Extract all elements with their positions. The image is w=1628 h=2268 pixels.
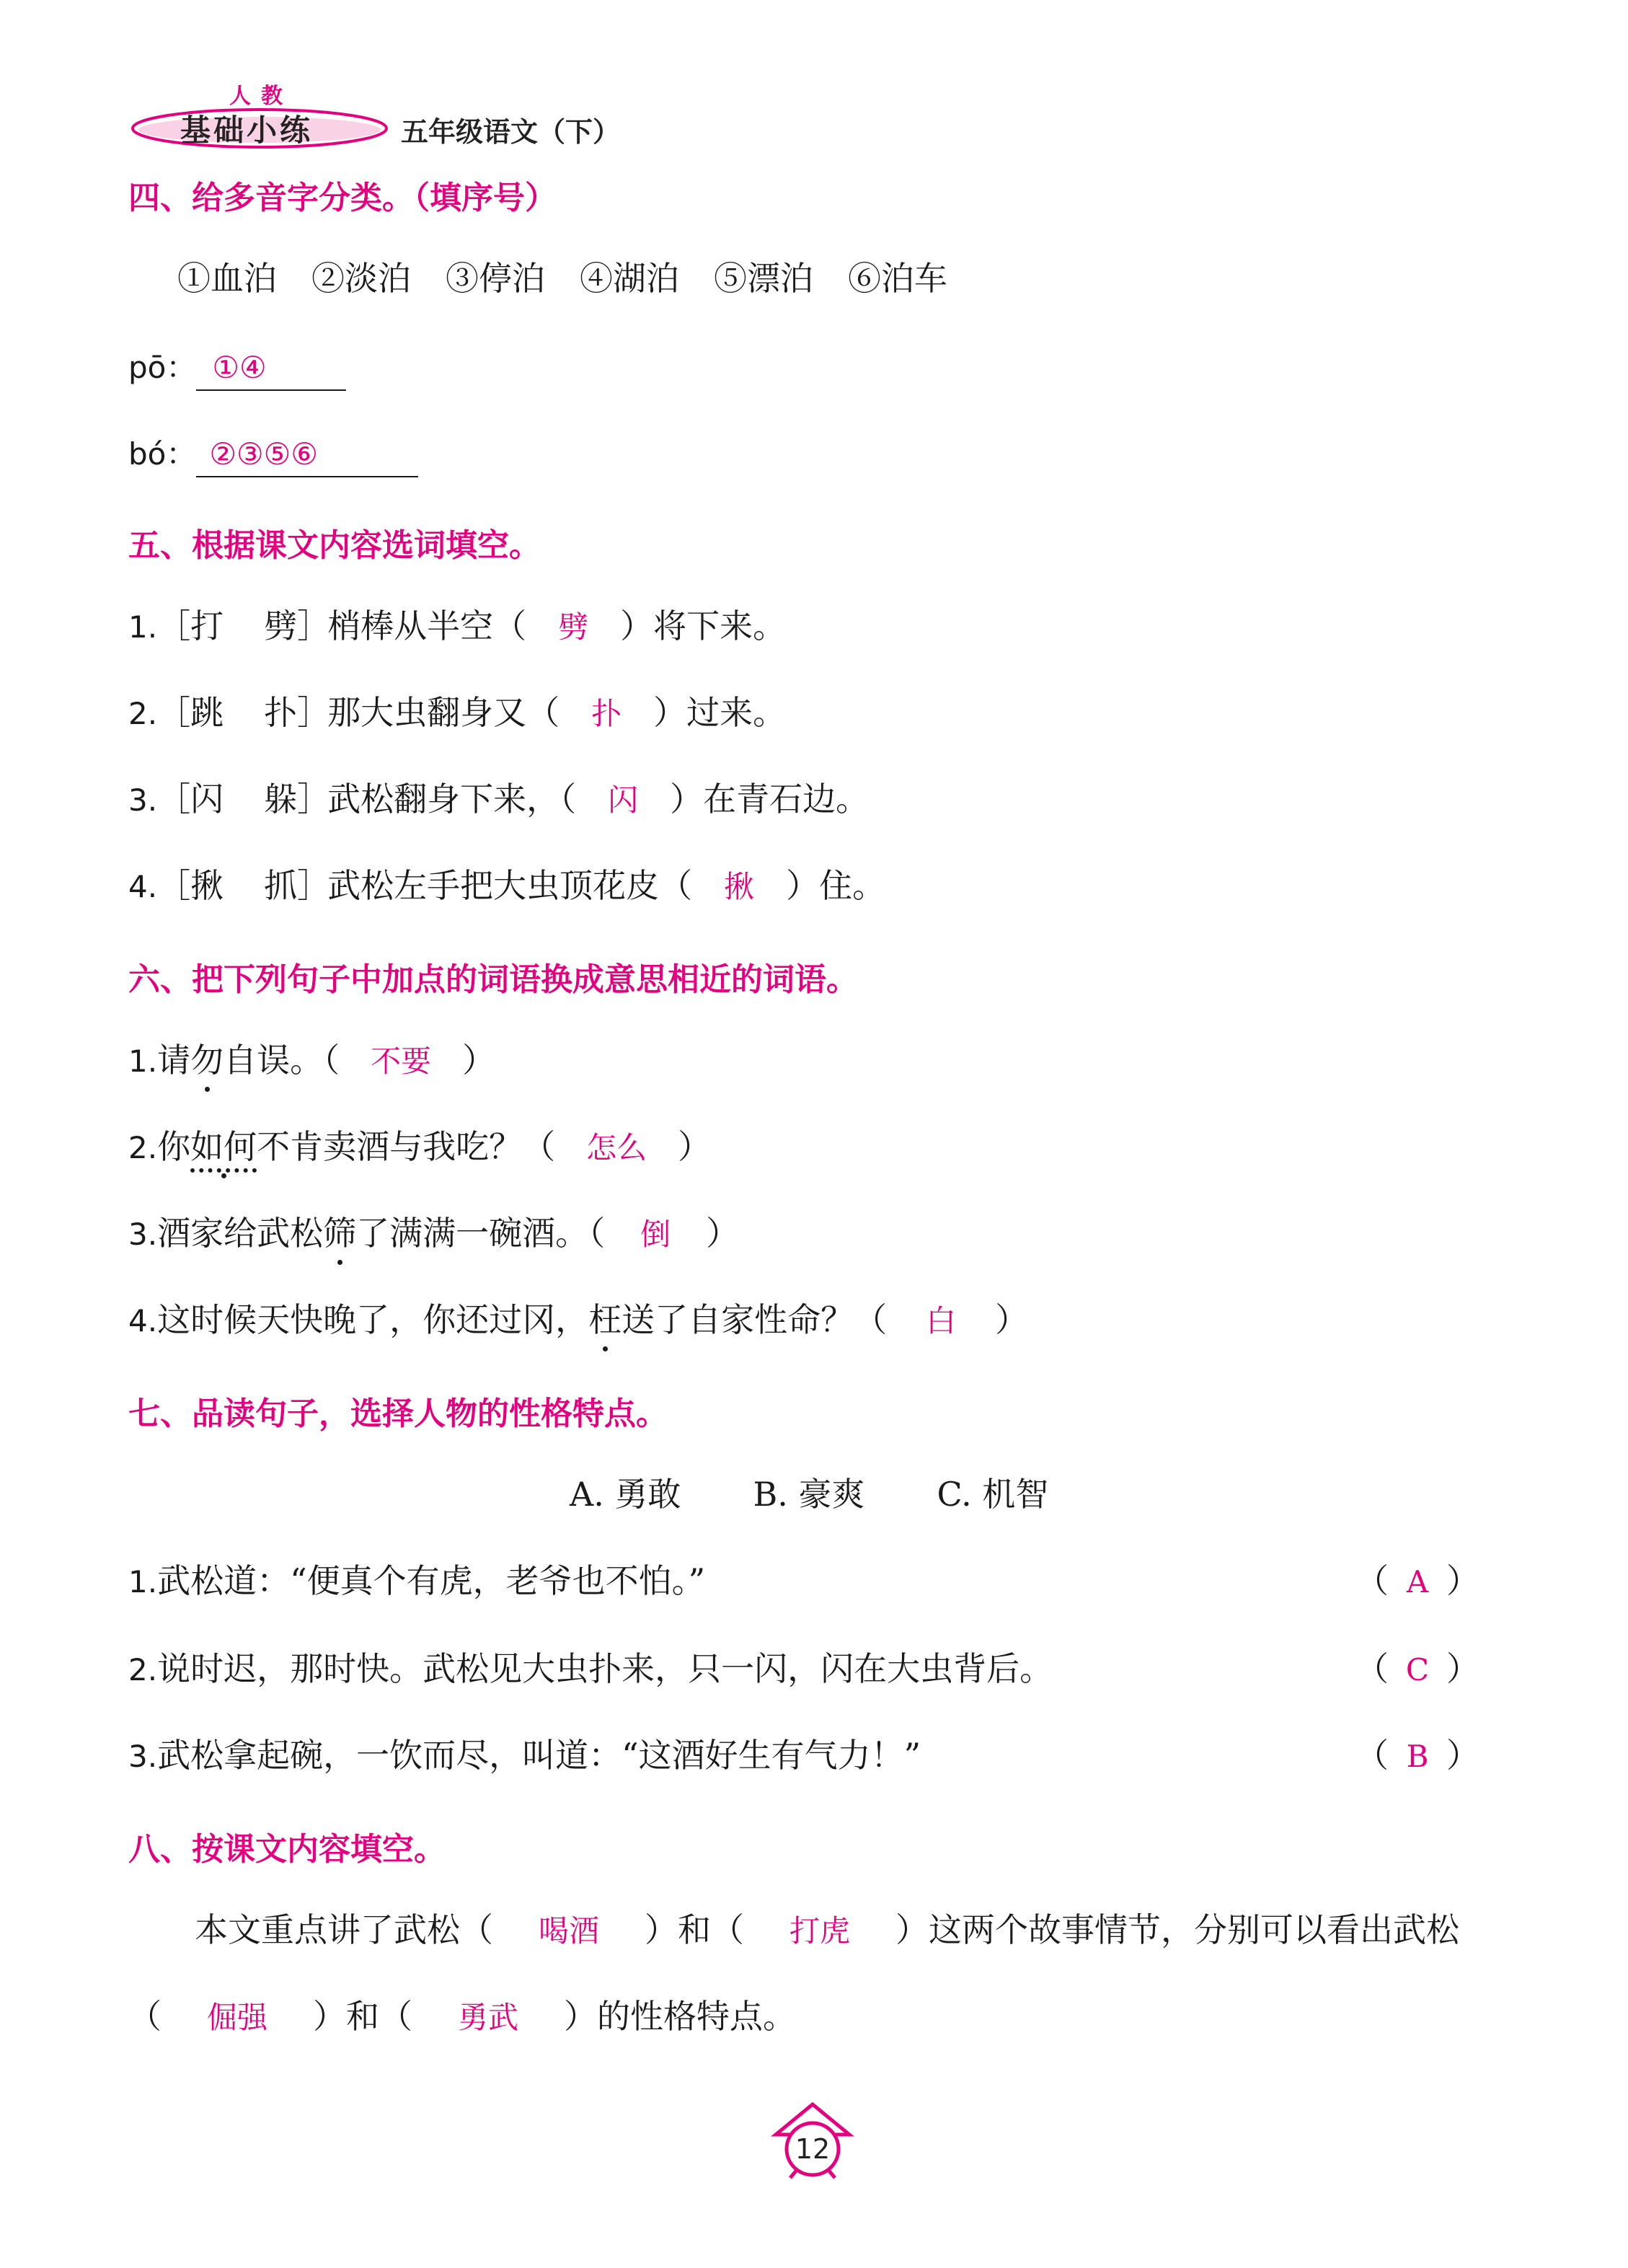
option: 躲 (264, 780, 298, 818)
answer: 倔强 (206, 2000, 267, 2035)
section8-line2 (128, 1995, 796, 2039)
bo-label: bó： (128, 436, 197, 472)
item-number: 3. (128, 1217, 158, 1252)
close-paren: ） (706, 1214, 740, 1253)
close-paren: ） (678, 1127, 712, 1166)
word-item: ④湖泊 (580, 259, 679, 298)
option: 扑 (264, 693, 298, 732)
option: 抓 (264, 866, 298, 905)
dotted-text: 如何 (190, 1127, 257, 1166)
subject-title: 五年级语文（下） (401, 116, 621, 148)
sentence: 武松道：“便真个有虎，老爷也不怕。” (157, 1561, 706, 1600)
item-number: 2. (128, 1652, 158, 1687)
sentence-post: ）将下来。 (620, 606, 787, 645)
sentence-post: 送了自家性命？（ (621, 1300, 888, 1339)
word-item: ⑥泊车 (848, 259, 947, 298)
word-item: ⑤漂泊 (714, 259, 813, 298)
sentence-post: 不肯卖酒与我吃？（ (257, 1127, 556, 1166)
sentence-pre: 酒家给武松 (157, 1214, 324, 1253)
text: ）和（ (313, 1997, 412, 2036)
section5-item (128, 691, 786, 736)
sentence-post: 了满满一碗酒。（ (356, 1214, 606, 1253)
word-item: ②淡泊 (311, 259, 411, 298)
section7-item (128, 1559, 705, 1604)
item-number: 1. (128, 609, 158, 645)
word-options: ［闪 躲］ (157, 780, 331, 818)
answer: 勇武 (457, 2000, 518, 2035)
sentence-pre: 武松左手把大虫顶花皮（ (327, 866, 693, 905)
word-item: ①血泊 (177, 259, 277, 298)
trait-options (570, 1473, 1048, 1516)
item-number: 2. (128, 1130, 158, 1165)
section7-title: 七、品读句子，选择人物的性格特点。 (128, 1395, 668, 1432)
trait-option: B. 豪爽 (753, 1475, 865, 1514)
section4-title: 四、给多音字分类。（填序号） (128, 180, 557, 216)
item-number: 4. (128, 1303, 158, 1338)
sentence-pre: 武松翻身下来，（ (327, 780, 577, 818)
word-options: ［跳 扑］ (157, 693, 331, 732)
sentence-post: ）过来。 (653, 693, 787, 732)
answer: 劈 (558, 609, 589, 645)
sentence-pre: 梢棒从半空（ (327, 606, 527, 645)
sentence-pre: 那大虫翻身又（ (327, 693, 560, 732)
sentence: 说时迟，那时快。武松见大虫扑来，只一闪，闪在大虫背后。 (157, 1649, 1053, 1688)
option: 跳 (190, 693, 224, 732)
item-number: 1. (128, 1564, 158, 1599)
sentence-pre: 请 (157, 1041, 191, 1080)
po-row (128, 345, 346, 391)
option: 揪 (190, 866, 224, 905)
item-number: 4. (128, 869, 158, 904)
po-answer: ①④ (212, 350, 267, 385)
item-number: 3. (128, 782, 158, 818)
answer: 白 (926, 1303, 957, 1338)
close-paren: ） (462, 1041, 496, 1080)
item-number: 2. (128, 696, 158, 731)
sentence-post: ）在青石边。 (670, 780, 870, 818)
answer: 打虎 (789, 1913, 850, 1949)
sentence-post: ）住。 (786, 866, 886, 905)
sentence: 武松拿起碗，一饮而尽，叫道：“这酒好生有气力！” (157, 1736, 921, 1775)
option: 劈 (264, 606, 298, 645)
bo-answer: ②③⑤⑥ (209, 436, 318, 472)
word-options: ［打 劈］ (157, 606, 331, 645)
answer-bracket: （ B ） (1355, 1736, 1479, 1775)
page-number: 12 (795, 2133, 831, 2165)
answer: 倒 (640, 1217, 671, 1252)
po-label: pō： (128, 350, 197, 385)
answer: A (1406, 1564, 1429, 1599)
text: 本文重点讲了武松（ (195, 1910, 493, 1949)
sentence-pre: 你 (157, 1127, 191, 1166)
publisher-tag: 人教 (229, 84, 293, 109)
item-number: 1. (128, 1043, 158, 1079)
option: 打 (190, 606, 224, 645)
sentence-post: 自误。（ (224, 1041, 340, 1080)
bo-row (128, 431, 418, 477)
section5-item (128, 777, 869, 822)
section6-item (128, 1125, 711, 1170)
item-number: 3. (128, 1739, 158, 1774)
dotted-word (190, 1125, 257, 1168)
sentence-pre: 这时候天快晚了，你还过冈， (157, 1300, 589, 1339)
section6-title: 六、把下列句子中加点的词语换成意思相近的词语。 (128, 961, 858, 998)
section4-word-list (177, 257, 947, 300)
trait-option: C. 机智 (937, 1475, 1049, 1514)
answer: 闪 (608, 782, 639, 818)
section5-item (128, 864, 885, 909)
dotted-word: 枉 (588, 1298, 621, 1341)
answer: 揪 (724, 869, 755, 904)
answer: 喝酒 (538, 1913, 599, 1949)
section5-item (128, 604, 786, 649)
answer-bracket: （ A ） (1355, 1561, 1479, 1600)
section7-item (128, 1734, 921, 1778)
word-options: ［揪 抓］ (157, 866, 331, 905)
section6-item (128, 1298, 1028, 1343)
section7-item (128, 1647, 1053, 1692)
answer: 怎么 (586, 1130, 647, 1165)
section5-title: 五、根据课文内容选词填空。 (128, 527, 541, 564)
answer: 不要 (371, 1043, 432, 1079)
text: ）的性格特点。 (564, 1997, 796, 2036)
text: ）和（ (645, 1910, 744, 1949)
word-item: ③停泊 (446, 259, 545, 298)
answer-bracket: （ C ） (1355, 1649, 1479, 1688)
section8-line1 (195, 1908, 1459, 1953)
answer: B (1406, 1739, 1429, 1774)
text: ）这两个故事情节，分别可以看出武松 (895, 1910, 1459, 1949)
trait-option: A. 勇敢 (570, 1475, 681, 1514)
section6-item (128, 1038, 495, 1083)
section6-item (128, 1212, 739, 1256)
section8-title: 八、按课文内容填空。 (128, 1831, 446, 1868)
text: （ (128, 1997, 162, 2036)
close-paren: ） (995, 1300, 1029, 1339)
dotted-word: 勿 (190, 1038, 224, 1082)
dotted-word: 筛 (323, 1212, 356, 1255)
answer: C (1405, 1652, 1430, 1687)
option: 闪 (190, 780, 224, 818)
brand-title: 基础小练 (180, 112, 314, 148)
answer: 扑 (591, 696, 622, 731)
